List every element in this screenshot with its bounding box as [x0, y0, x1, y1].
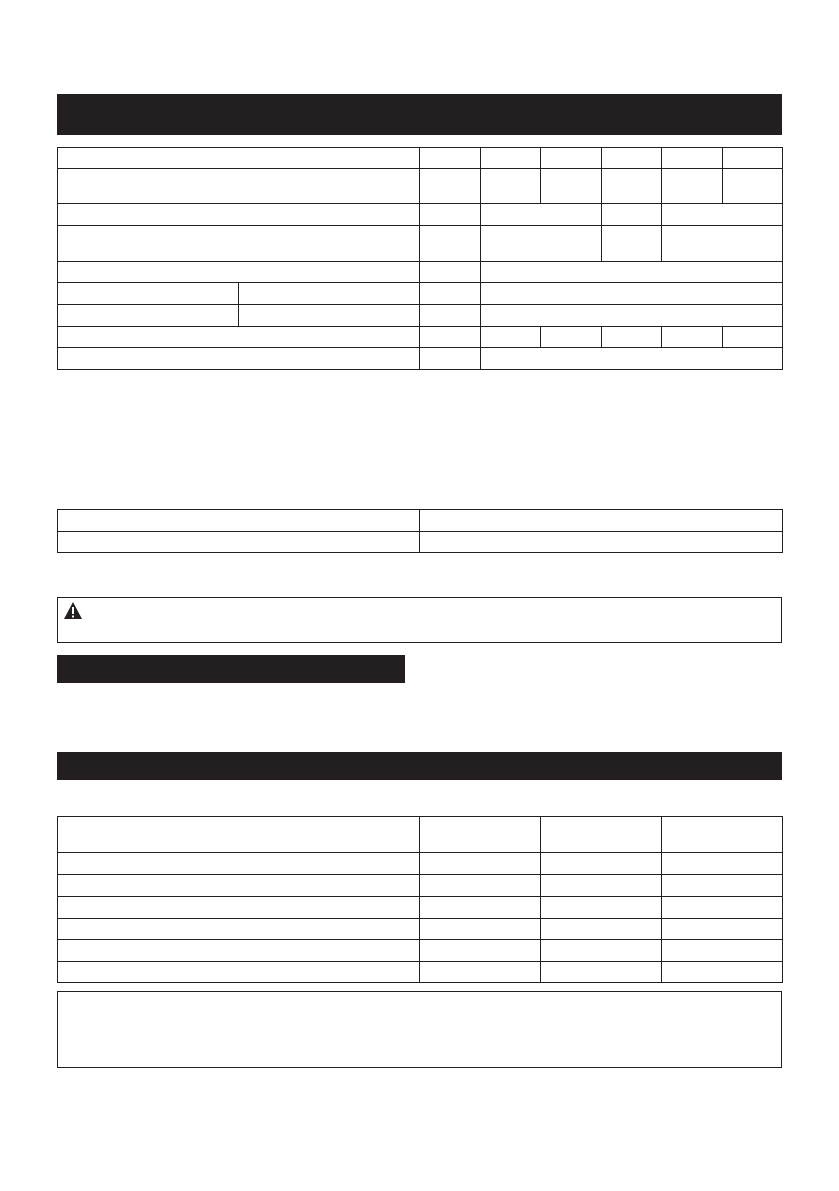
emission-table [58, 817, 783, 983]
warning-triangle-icon [64, 602, 82, 619]
specs-table [58, 148, 783, 370]
battery-table [58, 510, 783, 553]
